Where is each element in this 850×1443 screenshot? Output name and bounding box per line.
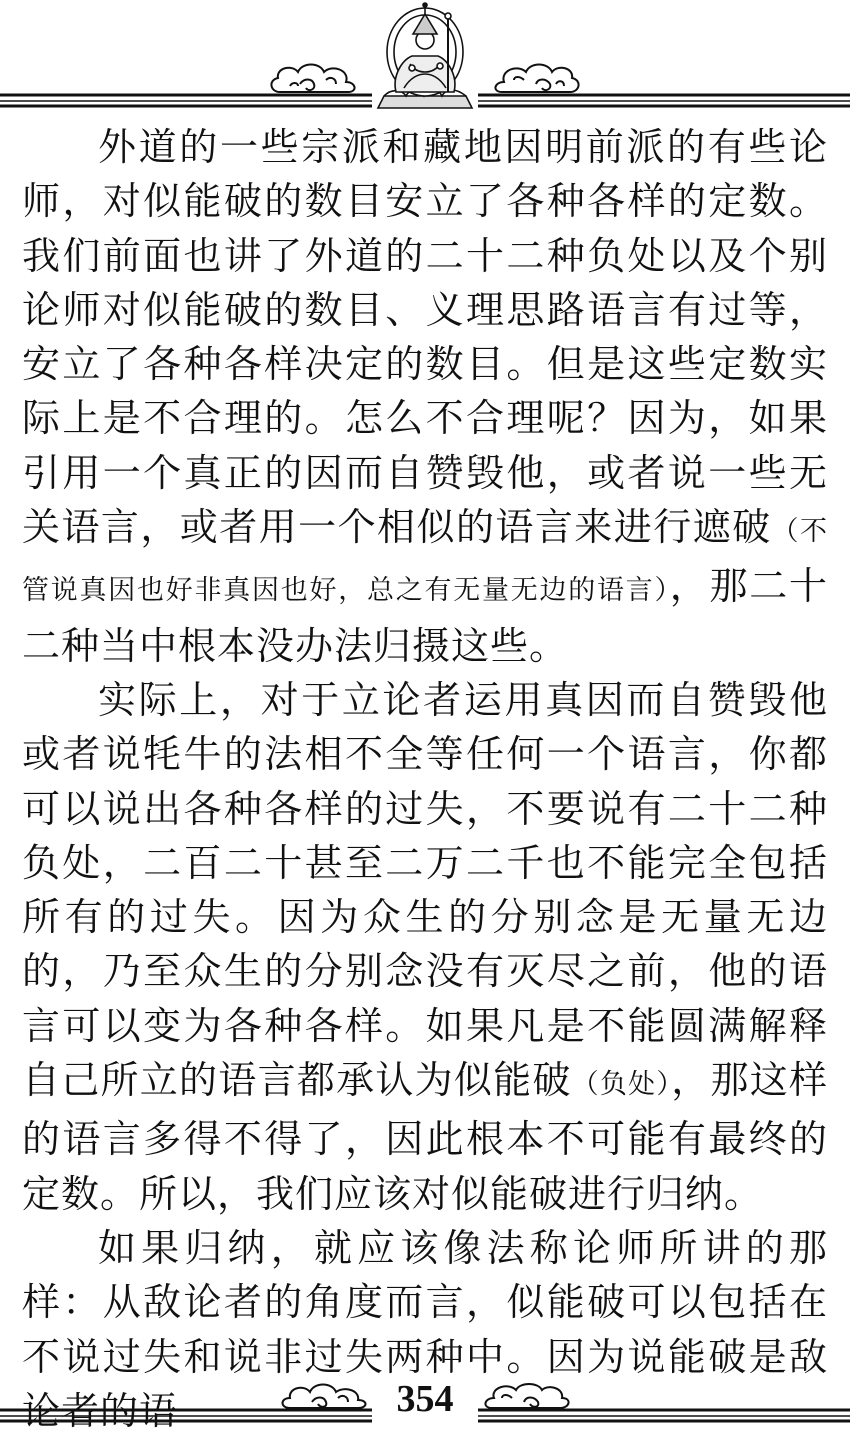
paragraph-1 — [22, 120, 828, 673]
cloud-scroll-right-icon — [495, 65, 578, 93]
paragraph-text: ，那这样的语言多得不得了，因此根本不可能有最终的定数。所以，我们应该对似能破进行归纳。 — [22, 1058, 828, 1216]
header-ornament — [0, 0, 850, 115]
paragraph-text: ，那二十二种当中根本没办法归摄这些。 — [22, 564, 828, 668]
inline-note: （负处） — [571, 1069, 672, 1101]
cloud-scroll-left-icon — [271, 65, 354, 93]
page-number: 354 — [396, 1378, 454, 1420]
paragraph-2 — [22, 673, 828, 1221]
guru-figure-icon — [378, 3, 472, 108]
paragraph-text: 外道的一些宗派和藏地因明前派的有些论师，对似能破的数目安立了各种各样的定数。我们前面也讲了外道的二十二种负处以及个别论师对似能破的数目、义理思路语言有过等，安立了各种各样决定的数目。但是这些定数实际上是不合理的。怎么不合理呢？因为，如果引用一个真正的因而自赞毁他，或者说一些无关语言，或者用一个相似的语言来进行遮破 — [22, 125, 828, 550]
page-header — [0, 0, 850, 115]
inline-note: （不管说真因也好非真因也好，总之有无量无边的语言） — [22, 516, 828, 607]
paragraph-text: 如果归纳，就应该像法称论师所讲的那样：从敌论者的角度而言，似能破可以包括在不说过失和说非过失两种中。因为说能破是敌论者的语 — [22, 1225, 828, 1433]
paragraph-text: 实际上，对于立论者运用真因而自赞毁他或者说牦牛的法相不全等任何一个语言，你都可以说出各种各样的过失，不要说有二十二种负处，二百二十甚至二万二千也不能完全包括所有的过失。因为众生的分别念是无量无边的，乃至众生的分别念没有灭尽之前，他的语言可以变为各种各样。如果凡是不能圆满解释自己所立的语言都承认为似能破 — [22, 677, 828, 1103]
page-body — [22, 120, 828, 1443]
